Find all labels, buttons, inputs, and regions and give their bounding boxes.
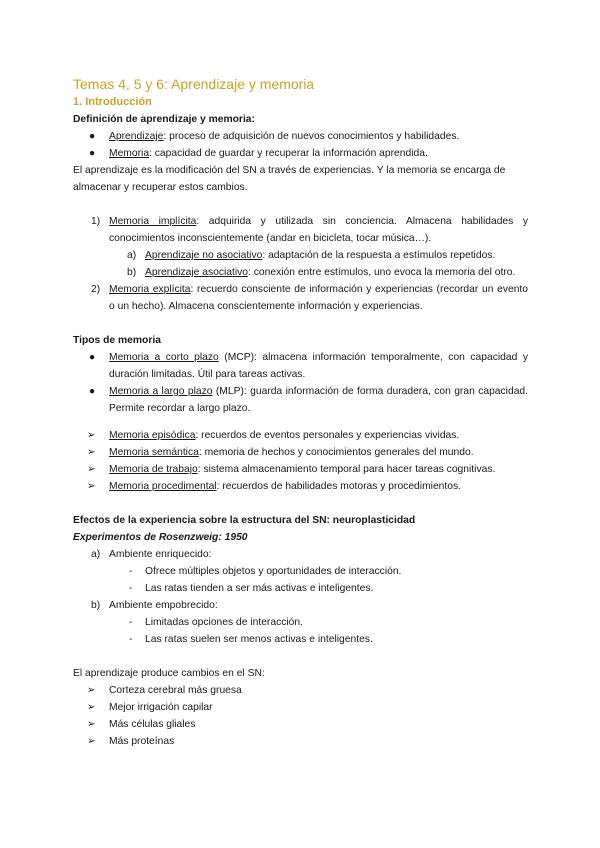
- environment-detail: Las ratas suelen ser menos activas e inteligentes.: [145, 634, 373, 645]
- term: Aprendizaje: [109, 131, 164, 142]
- neuroplasticity-heading: Efectos de la experiencia sobre la estructura del SN: neuroplasticidad: [73, 515, 416, 526]
- dash-icon: -: [129, 634, 133, 645]
- environments-list: [73, 546, 528, 648]
- term: Memoria episódica: [109, 430, 196, 441]
- definition-text: (MCP): almacena información temporalmente, con capacidad y duración limitadas. Útil para tareas activas.: [109, 352, 529, 380]
- list-item: [73, 461, 528, 478]
- list-item: [73, 383, 528, 417]
- definition-list: [73, 128, 528, 162]
- definition-text: (MLP): guarda información de forma duradera, con gran capacidad. Permite recordar a largo plazo.: [109, 386, 529, 414]
- definition-text: : recuerdos de habilidades motoras y procedimientos.: [216, 481, 461, 492]
- definition-text: : capacidad de guardar y recuperar la información aprendida.: [149, 148, 428, 159]
- definition-text: : sistema almacenamiento temporal para hacer tareas cognitivas.: [197, 464, 496, 475]
- term: Memoria a largo plazo: [109, 386, 213, 397]
- list-item: [73, 128, 528, 145]
- list-letter: b): [91, 600, 101, 611]
- arrow-icon: ➢: [87, 702, 96, 713]
- section-heading: 1. Introducción: [73, 96, 152, 108]
- term: Memoria: [109, 148, 150, 159]
- list-item: [73, 546, 528, 563]
- dash-icon: -: [129, 566, 133, 577]
- list-letter: a): [127, 250, 137, 261]
- environment-label: Ambiente enriquecido:: [109, 549, 212, 560]
- memory-types-heading: Tipos de memoria: [73, 335, 161, 346]
- list-item: [73, 145, 528, 162]
- environment-label: Ambiente empobrecido:: [109, 600, 218, 611]
- term: Memoria explícita: [109, 284, 191, 295]
- arrow-icon: ➢: [87, 719, 96, 730]
- definition-text: : recuerdo consciente de información y experiencias (recordar un evento o un hecho). Almacena conscientemente información y experiencias.: [109, 284, 529, 312]
- environment-detail: Ofrece múltiples objetos y oportunidades de interacción.: [145, 566, 402, 577]
- change-text: Más proteínas: [109, 736, 175, 747]
- bullet-icon: ●: [89, 352, 96, 363]
- memory-subtypes-list: [73, 427, 528, 495]
- list-item: [73, 716, 528, 733]
- bullet-icon: ●: [89, 386, 96, 397]
- environment-detail: Limitadas opciones de interacción.: [145, 617, 303, 628]
- definition-text: : adquirida y utilizada sin conciencia. Almacena habilidades y conocimientos inconscientemente (andar en bicicleta, tocar música…).: [109, 216, 528, 244]
- arrow-icon: ➢: [87, 447, 96, 458]
- term: Memoria semántica: [109, 447, 199, 458]
- definition-heading: Definición de aprendizaje y memoria:: [73, 114, 255, 125]
- definition-text: : conexión entre estímulos, uno evoca la memoria del otro.: [248, 267, 516, 278]
- arrow-icon: ➢: [87, 736, 96, 747]
- term: Aprendizaje no asociativo: [145, 250, 263, 261]
- change-text: Más células gliales: [109, 719, 196, 730]
- change-text: Mejor irrigación capilar: [109, 702, 213, 713]
- list-number: 2): [91, 284, 101, 295]
- memory-types-list: [73, 349, 528, 417]
- bullet-icon: ●: [89, 148, 96, 159]
- intro-paragraph: El aprendizaje es la modificación del SN a través de experiencias. Y la memoria se encarga de almacenar y recuperar estos cambios.: [73, 165, 506, 193]
- term: Aprendizaje asociativo: [145, 267, 249, 278]
- list-item: [73, 682, 528, 699]
- changes-heading: El aprendizaje produce cambios en el SN:: [73, 668, 265, 679]
- list-item: [73, 264, 528, 281]
- list-item: [73, 580, 528, 597]
- list-item: [73, 563, 528, 580]
- changes-list: [73, 682, 528, 750]
- list-item: [73, 699, 528, 716]
- list-item: [73, 614, 528, 631]
- definition-text: : recuerdos de eventos personales y experiencias vividas.: [195, 430, 460, 441]
- environment-detail: Las ratas tienden a ser más activas e inteligentes.: [145, 583, 374, 594]
- arrow-icon: ➢: [87, 481, 96, 492]
- list-item: [73, 444, 528, 461]
- definition-text: : proceso de adquisición de nuevos conocimientos y habilidades.: [163, 131, 460, 142]
- numbered-list: [73, 213, 528, 315]
- term: Memoria de trabajo: [109, 464, 198, 475]
- page-title: Temas 4, 5 y 6: Aprendizaje y memoria: [73, 76, 315, 92]
- list-item: [73, 427, 528, 444]
- term: Memoria procedimental: [109, 481, 217, 492]
- list-letter: b): [127, 267, 137, 278]
- experiments-subheading: Experimentos de Rosenzweig: 1950: [73, 532, 248, 543]
- arrow-icon: ➢: [87, 685, 96, 696]
- document-content: [73, 74, 528, 750]
- dash-icon: -: [129, 617, 133, 628]
- list-letter: a): [91, 549, 101, 560]
- term: Memoria a corto plazo: [109, 352, 219, 363]
- list-item: [73, 478, 528, 495]
- arrow-icon: ➢: [87, 430, 96, 441]
- list-item: [73, 247, 528, 264]
- definition-text: : adaptación de la respuesta a estímulos repetidos.: [262, 250, 496, 261]
- list-item: [73, 349, 528, 383]
- bullet-icon: ●: [89, 131, 96, 142]
- list-number: 1): [91, 216, 101, 227]
- list-item: [73, 631, 528, 648]
- arrow-icon: ➢: [87, 464, 96, 475]
- change-text: Corteza cerebral más gruesa: [109, 685, 242, 696]
- term: Memoria implícita: [109, 216, 197, 227]
- definition-text: : memoria de hechos y conocimientos generales del mundo.: [198, 447, 474, 458]
- list-item: [73, 733, 528, 750]
- list-item: [73, 597, 528, 614]
- list-item: [73, 213, 528, 247]
- list-item: [73, 281, 528, 315]
- dash-icon: -: [129, 583, 133, 594]
